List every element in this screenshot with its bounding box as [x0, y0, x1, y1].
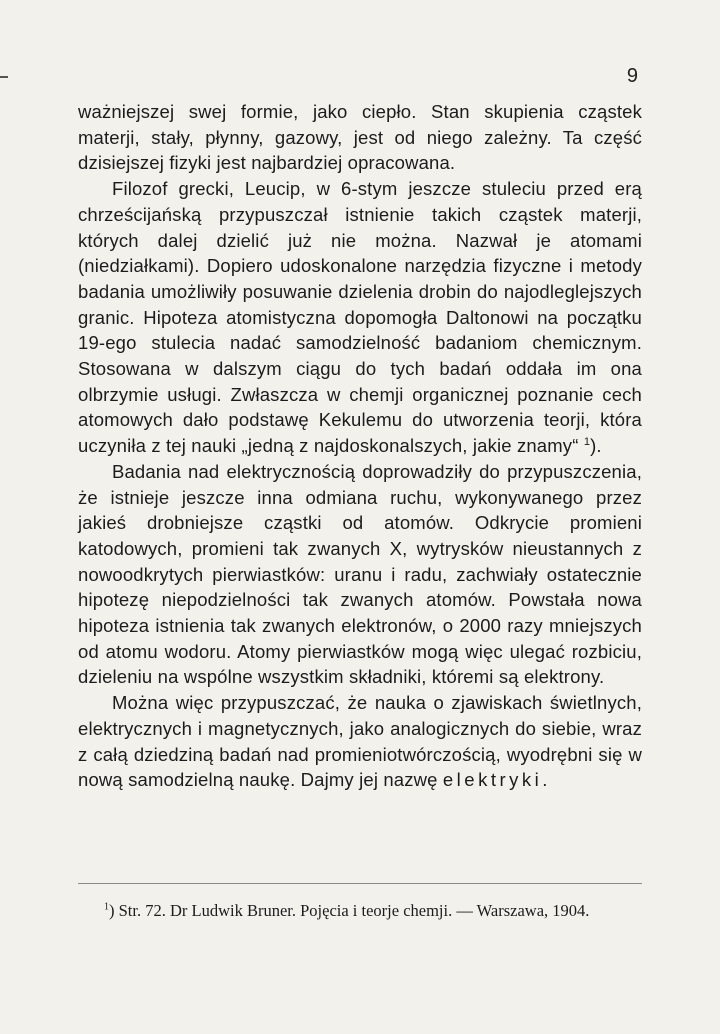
- footnote-marker: 1: [104, 901, 109, 913]
- paragraph-3-text: Badania nad elektrycznością doprowadziły do przypuszczenia, że istnieje jeszcze inna odmiana ruchu, wykonywanego przez jakieś drobniejsze cząstki od atomów. Odkrycie promieni katodowych, promieni tak zwanych X, wytrysków nieustannych z nowoodkrytych pierwiastków: uranu i radu, zachwiały ostatecznie hipotezę niepodzielności tak zwanych atomów. Powstała nowa hipoteza istnienia tak zwanych elektronów, o 2000 razy mniejszych od atomu wodoru. Atomy pierwiastków mogą więc ulegać rozbiciu, dzieleniu na wspólne wszystkim składniki, któremi są elektrony.: [78, 460, 642, 688]
- paragraph-1: [78, 99, 642, 176]
- main-text: [78, 99, 642, 793]
- page-number: 9: [626, 65, 638, 87]
- scan-edge-mark: [0, 76, 8, 78]
- paragraph-3: [78, 459, 642, 690]
- emphasized-term: elektryki: [442, 769, 543, 791]
- paragraph-2-tail: ).: [590, 435, 602, 457]
- paragraph-4-text: Można więc przypuszczać, że nauka o zjawiskach świetlnych, elektrycznych i magnetycznych, jako analogicznych do siebie, wraz z całą dziedziną badań nad promieniotwórczością, wyodrębni się w nową samodzielną naukę. Dajmy jej nazwę: [78, 692, 642, 791]
- paragraph-4: [78, 690, 642, 793]
- footnote-text: ) Str. 72. Dr Ludwik Bruner. Pojęcia i teorje chemji. — Warszawa, 1904.: [109, 901, 590, 920]
- paragraph-1-text: ważniejszej swej formie, jako ciepło. Stan skupienia cząstek materji, stały, płynny, gazowy, jest od niego zależny. Ta część dzisiejszej fizyki jest najbardziej opracowana.: [78, 101, 642, 174]
- paragraph-4-tail: .: [542, 769, 548, 791]
- footnote-reference: 1: [583, 435, 591, 448]
- paragraph-2: [78, 176, 642, 459]
- paragraph-2-text: Filozof grecki, Leucip, w 6-stym jeszcze stuleciu przed erą chrześcijańską przypuszczał istnienie takich cząstek materji, których dalej dzielić już nie można. Nazwał je atomami (niedziałkami). Dopiero udoskonalone narzędzia fizyczne i metody badania umożliwiły posuwanie dzielenia drobin do najodleglejszych granic. Hipoteza atomistyczna dopomogła Daltonowi na początku 19-ego stulecia nadać samodzielność badaniom chemicznym. Stosowana w dalszym ciągu do tych badań oddała im ona olbrzymie usługi. Zwłaszcza w chemji organicznej poznanie cech atomowych dało podstawę Kekulemu do utworzenia teorji, która uczyniła z tej nauki „jedną z najdoskonalszych, jakie znamy“: [78, 178, 642, 457]
- footnote-separator: [78, 883, 642, 884]
- footnote: [78, 900, 642, 922]
